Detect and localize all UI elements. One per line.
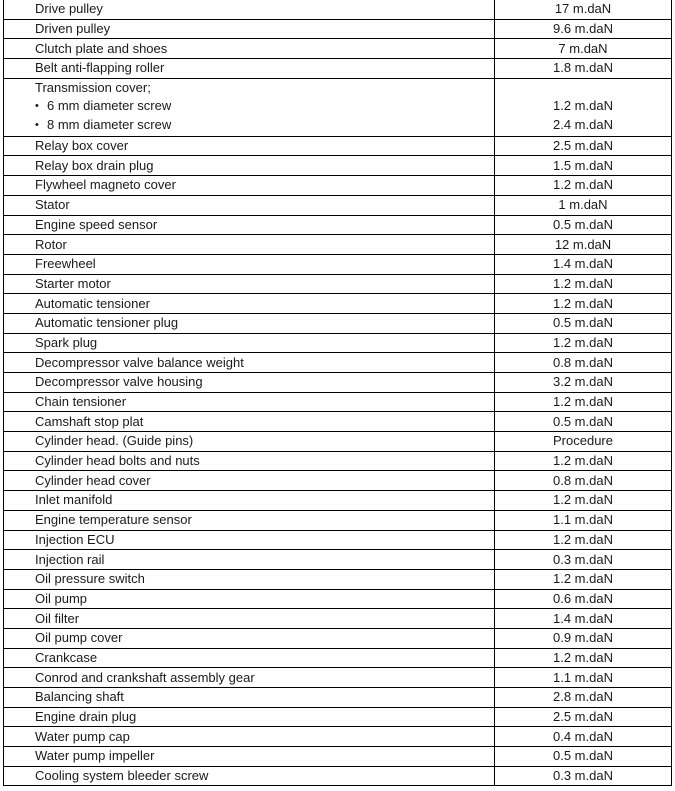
sub-item-list — [35, 97, 494, 134]
torque-cell: 7 m.daN — [495, 39, 672, 59]
table-body-bottom — [4, 136, 672, 786]
component-cell: Automatic tensioner — [4, 294, 495, 314]
torque-cell: 3.2 m.daN — [495, 373, 672, 393]
table-row — [4, 254, 672, 274]
sub-item-label: 8 mm diameter screw — [47, 116, 172, 132]
torque-cell: 1.4 m.daN — [495, 609, 672, 629]
component-cell: Starter motor — [4, 274, 495, 294]
component-cell: Relay box drain plug — [4, 156, 495, 176]
component-cell: Stator — [4, 195, 495, 215]
table-row — [4, 471, 672, 491]
torque-cell: 0.5 m.daN — [495, 313, 672, 333]
table-row — [4, 412, 672, 432]
table-row — [4, 19, 672, 39]
torque-cell: 1.5 m.daN — [495, 156, 672, 176]
table-row — [4, 609, 672, 629]
sub-item-8mm-screw — [35, 116, 494, 135]
component-cell: Spark plug — [4, 333, 495, 353]
table-row — [4, 215, 672, 235]
component-cell: Engine temperature sensor — [4, 510, 495, 530]
torque-cell: 1.2 m.daN — [495, 648, 672, 668]
component-cell: Relay box cover — [4, 136, 495, 156]
table-row — [4, 766, 672, 786]
component-cell: Decompressor valve housing — [4, 373, 495, 393]
component-cell: Oil pump cover — [4, 628, 495, 648]
torque-cell: 0.5 m.daN — [495, 215, 672, 235]
component-cell: Conrod and crankshaft assembly gear — [4, 668, 495, 688]
torque-cell: 1.2 m.daN — [495, 530, 672, 550]
torque-cell: 9.6 m.daN — [495, 19, 672, 39]
table-row-transmission-cover — [4, 78, 672, 136]
component-cell: Chain tensioner — [4, 392, 495, 412]
torque-cell: 1.2 m.daN — [495, 392, 672, 412]
table-row — [4, 727, 672, 747]
table-row — [4, 550, 672, 570]
component-cell — [4, 78, 495, 136]
torque-cell: 1.1 m.daN — [495, 510, 672, 530]
torque-cell: 1.2 m.daN — [495, 569, 672, 589]
table-row — [4, 373, 672, 393]
torque-cell: 0.9 m.daN — [495, 628, 672, 648]
torque-cell: 0.5 m.daN — [495, 747, 672, 767]
table-row — [4, 195, 672, 215]
component-cell: Injection rail — [4, 550, 495, 570]
torque-cell: 1.2 m.daN — [495, 294, 672, 314]
torque-cell: 0.8 m.daN — [495, 353, 672, 373]
component-cell: Driven pulley — [4, 19, 495, 39]
torque-cell: 1 m.daN — [495, 195, 672, 215]
table-row — [4, 451, 672, 471]
torque-cell: 2.8 m.daN — [495, 688, 672, 708]
table-body-top — [4, 0, 672, 78]
component-label: Transmission cover; — [35, 79, 151, 95]
component-cell: Injection ECU — [4, 530, 495, 550]
table-row — [4, 648, 672, 668]
table-row — [4, 136, 672, 156]
table-row — [4, 294, 672, 314]
torque-cell: 0.3 m.daN — [495, 550, 672, 570]
table-row — [4, 589, 672, 609]
component-cell: Inlet manifold — [4, 491, 495, 511]
table-row — [4, 59, 672, 79]
component-cell: Decompressor valve balance weight — [4, 353, 495, 373]
component-cell: Cylinder head bolts and nuts — [4, 451, 495, 471]
torque-value-6mm: 1.2 m.daN — [553, 98, 613, 114]
table-row — [4, 0, 672, 19]
torque-cell: 0.5 m.daN — [495, 412, 672, 432]
torque-cell: 1.2 m.daN — [495, 491, 672, 511]
table-row — [4, 156, 672, 176]
table-body-transmission — [4, 78, 672, 136]
torque-cell: 2.5 m.daN — [495, 136, 672, 156]
torque-specification-table — [3, 0, 672, 786]
torque-cell: 0.3 m.daN — [495, 766, 672, 786]
torque-cell: 0.8 m.daN — [495, 471, 672, 491]
torque-value-8mm: 2.4 m.daN — [553, 116, 613, 132]
table-row — [4, 510, 672, 530]
table-row — [4, 39, 672, 59]
table-row — [4, 313, 672, 333]
torque-cell: 1.2 m.daN — [495, 176, 672, 196]
torque-cell: 0.6 m.daN — [495, 589, 672, 609]
component-cell: Balancing shaft — [4, 688, 495, 708]
torque-cell: Procedure — [495, 432, 672, 452]
torque-cell: 0.4 m.daN — [495, 727, 672, 747]
component-cell: Automatic tensioner plug — [4, 313, 495, 333]
torque-cell: 2.5 m.daN — [495, 707, 672, 727]
torque-cell: 12 m.daN — [495, 235, 672, 255]
component-cell: Cylinder head cover — [4, 471, 495, 491]
torque-cell — [495, 78, 672, 136]
component-cell: Crankcase — [4, 648, 495, 668]
table-row — [4, 432, 672, 452]
table-row — [4, 274, 672, 294]
spacer — [495, 79, 671, 98]
torque-cell: 1.2 m.daN — [495, 274, 672, 294]
table-row — [4, 333, 672, 353]
table-row — [4, 707, 672, 727]
torque-cell: 1.1 m.daN — [495, 668, 672, 688]
table-row — [4, 235, 672, 255]
component-cell: Oil pressure switch — [4, 569, 495, 589]
component-cell: Belt anti-flapping roller — [4, 59, 495, 79]
component-cell: Freewheel — [4, 254, 495, 274]
bullet-icon: • — [35, 118, 39, 131]
component-cell: Water pump cap — [4, 727, 495, 747]
table-row — [4, 491, 672, 511]
component-cell: Cooling system bleeder screw — [4, 766, 495, 786]
component-cell: Clutch plate and shoes — [4, 39, 495, 59]
torque-cell: 1.2 m.daN — [495, 333, 672, 353]
table-row — [4, 392, 672, 412]
component-cell: Cylinder head. (Guide pins) — [4, 432, 495, 452]
table-row — [4, 569, 672, 589]
table-row — [4, 353, 672, 373]
torque-cell: 1.2 m.daN — [495, 451, 672, 471]
component-cell: Drive pulley — [4, 0, 495, 19]
component-cell: Flywheel magneto cover — [4, 176, 495, 196]
torque-cell: 1.4 m.daN — [495, 254, 672, 274]
table-row — [4, 688, 672, 708]
sub-item-label: 6 mm diameter screw — [47, 98, 172, 114]
component-cell: Rotor — [4, 235, 495, 255]
table-row — [4, 747, 672, 767]
table-row — [4, 176, 672, 196]
torque-cell: 1.8 m.daN — [495, 59, 672, 79]
table-row — [4, 628, 672, 648]
component-cell: Engine speed sensor — [4, 215, 495, 235]
torque-value-stack — [495, 79, 671, 135]
table-row — [4, 530, 672, 550]
component-cell: Engine drain plug — [4, 707, 495, 727]
component-cell: Oil pump — [4, 589, 495, 609]
bullet-icon: • — [35, 100, 39, 113]
table-row — [4, 668, 672, 688]
component-cell: Water pump impeller — [4, 747, 495, 767]
sub-item-6mm-screw — [35, 97, 494, 116]
torque-cell: 17 m.daN — [495, 0, 672, 19]
component-cell: Oil filter — [4, 609, 495, 629]
component-cell: Camshaft stop plat — [4, 412, 495, 432]
